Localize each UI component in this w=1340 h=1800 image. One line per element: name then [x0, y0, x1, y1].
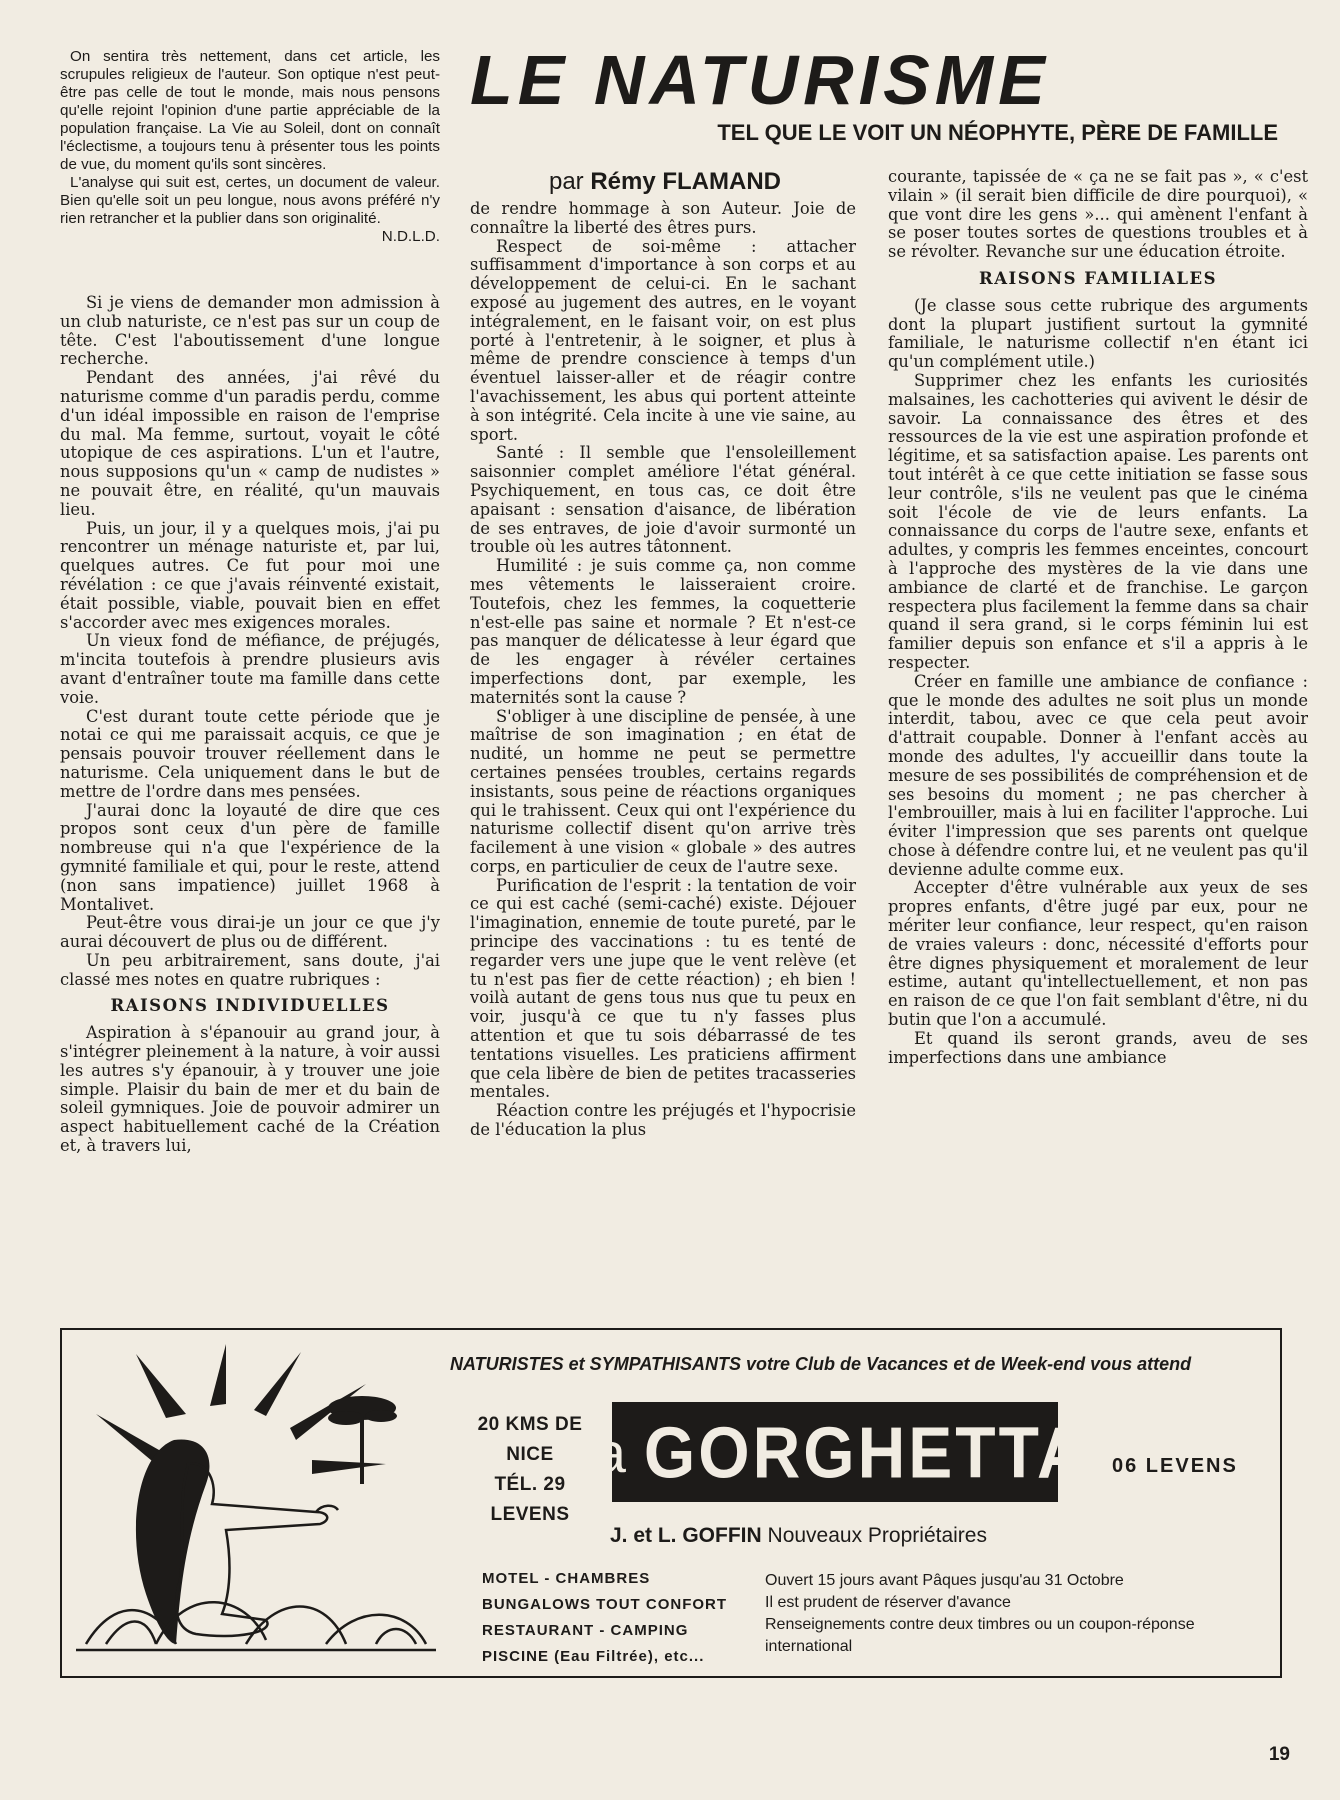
ad-service-item: PISCINE (Eau Filtrée), etc... [482, 1648, 705, 1665]
ad-info-line: Renseignements contre deux timbres ou un coupon-réponse international [765, 1616, 1195, 1655]
byline-prefix: par [548, 168, 584, 195]
section-heading-family: RAISONS FAMILIALES [978, 268, 1217, 288]
editor-note-text: On sentira très nettement, dans cet article, les scrupules religieux de l'auteur. Son optique n'est peut-être pas celle de tout le monde, mais nous pensons qu'elle rejoint l'opinion d'une partie appréciable de la population française. La Vie au Soleil, dont on connaît l'éclectisme, a toujours tenu à présenter tous les points de vue, du moment qu'ils sont sincères. [60, 48, 440, 173]
paragraph: C'est durant toute cette période que je notai ce qui me paraissait acquis, ce que je pensais pouvoir trouver réellement dans le naturisme. Cela uniquement dans le but de mettre de l'ordre dans mes pensées. [60, 706, 440, 801]
author-name: Rémy FLAMAND [590, 168, 782, 195]
paragraph: Accepter d'être vulnérable aux yeux de ses propres enfants, d'être jugé par eux, pour ne mériter leur confiance, leur respect, qu'en raison de vraies valeurs : donc, nécessité d'efforts pour être dignes physiquement et moralement de leur estime, autant qu'intellectuellement, et non pas en raison de ce que l'on fait semblant d'être, ni du butin que l'on a accumulé. [888, 878, 1308, 1030]
paragraph: Pendant des années, j'ai rêvé du naturisme comme d'un paradis perdu, comme d'un idéal impossible en raison de l'emprise du mal. Ma femme, surtout, voyait le côté utopique de ces aspirations. L'un et l'autre, nous supposions qu'un « camp de nudistes » ne pouvait être, en réalité, qu'un mauvais lieu. [60, 368, 440, 519]
ad-info-line: Il est prudent de réserver d'avance [765, 1594, 1011, 1611]
page-number: 19 [1268, 1744, 1290, 1765]
ad-owners-suffix: Nouveaux Propriétaires [767, 1524, 987, 1547]
ad-services [482, 1566, 728, 1670]
paragraph: Un peu arbitrairement, sans doute, j'ai classé mes notes en quatre rubriques : [60, 950, 440, 989]
woman-illustration-icon [76, 1344, 436, 1660]
advertisement-box [60, 1328, 1282, 1678]
article-title: LE NATURISME [470, 41, 1050, 119]
editor-note [60, 48, 440, 246]
paragraph: Santé : Il semble que l'ensoleillement saisonnier complet améliore l'état général. Psychiquement, en tous cas, ce doit être apaisant : sensation d'aisance, de libération de ses entraves, de joie d'avoir surmonté un trouble où les autres tâtonnent. [470, 443, 856, 557]
paragraph: J'aurai donc la loyauté de dire que ces propos sont ceux d'un père de famille nombreuse qui n'a que l'expérience de la gymnité familiale et qui, pour le reste, attend (non sans impatience) juillet 1968 à Montalivet. [60, 800, 440, 914]
paragraph: Supprimer chez les enfants les curiosités malsaines, les cachotteries qui avivent le désir de savoir. La connaissance des êtres et des ressources de la vie est une aspiration profonde et légitime, et sa satisfaction apaise. Les parents ont tout intérêt à ce que cette initiation se fasse sous leur contrôle, s'ils ne veulent pas que le cinéma soit l'école de vie de leurs enfants. La connaissance du corps de l'autre sexe, enfants et adultes, y compris les femmes enceintes, concourt à l'approche des mystères de la vie dans une ambiance de clarté et de franchise. Le garçon respectera plus facilement la femme dans sa chair quand il sera grand, si le corps féminin lui est familier depuis son enfance et s'il a appris à le respecter. [888, 370, 1308, 672]
paragraph: S'obliger à une discipline de pensée, à une maîtrise de son imagination ; en état de nudité, un homme ne peut se permettre certaines pensées troubles, certains regards insistants, sous peine de réactions organiques qui le trahissent. Ceux qui ont l'expérience du naturisme collectif disent qu'on arrive très facilement à une vision « globale » des autres corps, en particulier de ceux de l'autre sexe. [470, 706, 856, 876]
article-column-3 [888, 168, 1308, 1316]
ad-location: 06 LEVENS [1112, 1455, 1238, 1477]
ad-info-line: Ouvert 15 jours avant Pâques jusqu'au 31 Octobre [765, 1572, 1124, 1589]
ad-contact [460, 1410, 600, 1530]
paragraph: Et quand ils seront grands, aveu de ses imperfections dans une ambiance [888, 1028, 1308, 1067]
editor-signature: N.D.L.D. [381, 228, 440, 245]
paragraph: Aspiration à s'épanouir au grand jour, à s'intégrer pleinement à la nature, à voir aussi les autres s'y épanouir, à y trouver une joie simple. Plaisir du bain de mer et du bain de soleil gymniques. Joie de pouvoir admirer un aspect habituellement caché de la Création et, à travers lui, [60, 1023, 440, 1156]
paragraph: Purification de l'esprit : la tentation de voir ce qui est caché (semi-caché) existe. Déjouer l'imagination, ennemie de toute pureté, par le principe des vaccinations : tu es tenté de regarder vers une jupe que le vent relève (et tu n'est pas fier de cette réaction) ; eh bien ! voilà autant de gens tous nus que tu peux en voir, jusqu'à ce que tu n'y fasses plus attention et que tu sois débarrassé de tes tentations visuelles. Les praticiens affirment que cela libère de bien de petites tracasseries mentales. [470, 875, 856, 1102]
ad-service-item: RESTAURANT - CAMPING [482, 1622, 689, 1639]
paragraph: Si je viens de demander mon admission à un club naturiste, ce n'est pas sur un coup de tête. C'est l'aboutissement d'une longue recherche. [60, 294, 440, 369]
ad-owners [610, 1524, 1110, 1548]
ad-owners-names: J. et L. GOFFIN [610, 1524, 762, 1547]
paragraph: Humilité : je suis comme ça, non comme mes vêtements le laisseraient croire. Toutefois, chez les femmes, la coquetterie n'est-elle pas saine et normale ? Et n'est-ce pas manquer de délicatesse à leur égard que de les engager à révéler certaines imperfections dont, par exemple, les maternités sont la cause ? [470, 556, 856, 707]
article-column-2 [470, 200, 856, 1316]
ad-tagline: NATURISTES et SYMPATHISANTS votre Club de Vacances et de Week-end vous attend [450, 1354, 1192, 1374]
section-heading-individual: RAISONS INDIVIDUELLES [110, 996, 390, 1016]
paragraph: Réaction contre les préjugés et l'hypocrisie de l'éducation la plus [470, 1101, 856, 1140]
paragraph: Respect de soi-même : attacher suffisamment d'importance à son corps et au développement de celui-ci. En le sachant exposé au jugement des autres, en le voyant intégralement, en le faisant voir, on est plus porté à l'entretenir, à le soigner, et plus à même de prendre conscience à temps d'un éventuel laisser-aller et de réagir contre l'avachissement, les abus qui portent atteinte à son intégrité. Cela incite à une vie saine, au sport. [470, 236, 856, 444]
paragraph: Un vieux fond de méfiance, de préjugés, m'incita toutefois à prendre plusieurs avis avant d'entraîner toute ma famille dans cette voie. [60, 631, 440, 707]
ad-distance: 20 KMS DE NICE [477, 1414, 583, 1465]
ad-phone: TÉL. 29 [494, 1474, 566, 1495]
paragraph: Puis, un jour, il y a quelques mois, j'ai pu rencontrer un ménage naturiste et, par lui, quelques autres. Ce fut pour moi une révélation : ce que j'avais réinventé existait, était possible, viable, pouvait bien en effet s'accorder avec mes exigences morales. [60, 518, 440, 632]
ad-service-item: BUNGALOWS TOUT CONFORT [482, 1596, 728, 1613]
article-column-1 [60, 294, 440, 1316]
paragraph-continued: courante, tapissée de « ça ne se fait pas », « c'est vilain » (il serait bien difficile de dire pourquoi), « que vont dire les gens »... qui amènent l'enfant à se poser toutes sortes de questions troubles et à se révolter. Revanche sur une éducation étroite. [888, 168, 1308, 262]
paragraph: Créer en famille une ambiance de confiance : que le monde des adultes ne soit plus un monde interdit, tabou, avec ce que cela peut avoir d'attrait coupable. Donner à l'enfant accès au monde des adultes, l'y accueillir dans toute la mesure de ses possibilités de compréhension et de ses besoins du moment ; ne pas chercher à l'embrouiller, mais à lui en faciliter l'approche. Lui éviter l'impression que ses parents ont quelque chose à défendre contre lui, et ne veulent pas qu'il devienne adulte comme eux. [888, 671, 1308, 879]
article-byline [470, 168, 860, 196]
ad-brand-banner [582, 1402, 1088, 1502]
ad-service-item: MOTEL - CHAMBRES [482, 1570, 651, 1587]
ad-phone-town: LEVENS [490, 1504, 570, 1525]
ad-info [765, 1570, 1245, 1658]
paragraph: Peut-être vous dirai-je un jour ce que j'y aurai découvert de plus ou de différent. [60, 913, 440, 952]
paragraph-continued: de rendre hommage à son Auteur. Joie de connaître la liberté des êtres purs. [470, 200, 856, 237]
paragraph: (Je classe sous cette rubrique des arguments dont la plupart justifient surtout la gymnité familiale, le naturisme collectif n'en étant ici qu'un complément utile.) [888, 295, 1308, 372]
article-subtitle: TEL QUE LE VOIT UN NÉOPHYTE, PÈRE DE FAMILLE [717, 120, 1278, 145]
editor-note-text-2: L'analyse qui suit est, certes, un document de valeur. Bien qu'elle soit un peu longue, nous avons préféré n'y rien retrancher et la publier dans son originalité. [60, 174, 440, 227]
ad-brand-name: GORGHETTA [643, 1411, 1088, 1493]
ad-brand-small: la [582, 1420, 626, 1484]
